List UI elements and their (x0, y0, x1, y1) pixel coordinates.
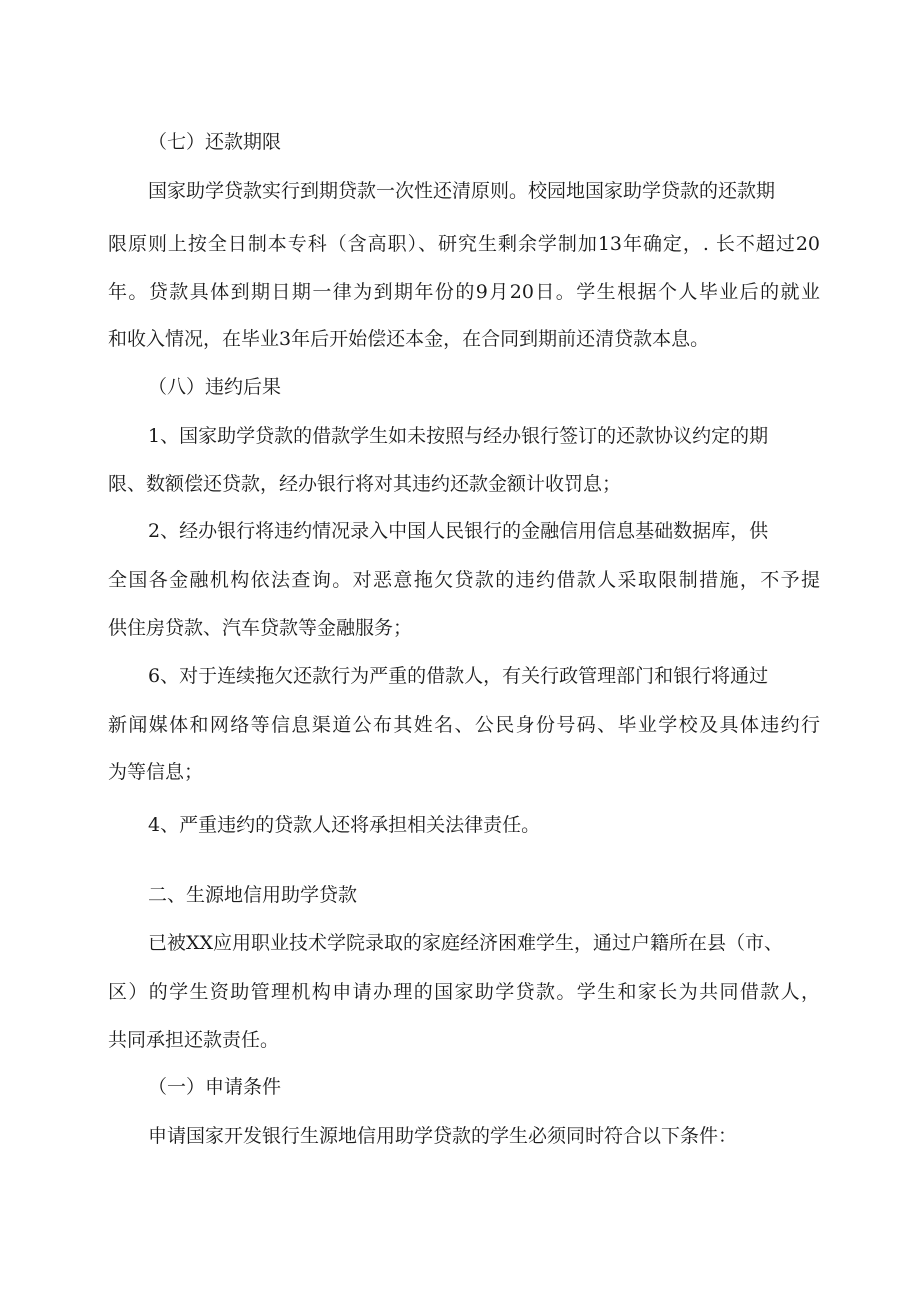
paragraph-line: 年。贷款具体到期日期一律为到期年份的9月20日。学生根据个人毕业后的就业 (108, 281, 820, 303)
paragraph-line: 申请国家开发银行生源地信用助学贷款的学生必须同时符合以下条件： (148, 1125, 738, 1147)
paragraph-line: 新闻媒体和网络等信息渠道公布其姓名、公民身份号码、毕业学校及具体违约行 (108, 714, 820, 736)
paragraph-line: 供住房贷款、汽车贷款等金融服务； (108, 617, 413, 639)
paragraph-line: 4、严重违约的贷款人还将承担相关法律责任。 (148, 814, 541, 836)
section-heading-student-origin-loan: 二、生源地信用助学贷款 (148, 884, 358, 906)
section-heading-application-conditions: （一）申请条件 (148, 1076, 282, 1098)
paragraph-line: 6、对于连续拖欠还款行为严重的借款人，有关行政管理部门和银行将通过 (148, 665, 769, 687)
paragraph-line: 全国各金融机构依法查询。对恶意拖欠贷款的违约借款人采取限制措施，不予提 (108, 569, 820, 591)
paragraph-line: 2、经办银行将违约情况录入中国人民银行的金融信用信息基础数据库，供 (148, 520, 769, 542)
section-heading-repayment-term: （七）还款期限 (148, 131, 282, 153)
paragraph-line: 为等信息； (108, 761, 204, 783)
paragraph-line: 共同承担还款责任。 (108, 1029, 280, 1051)
paragraph-line: 和收入情况，在毕业3年后开始偿还本金，在合同到期前还清贷款本息。 (108, 328, 710, 350)
paragraph-line: 限原则上按全日制本专科（含高职）、研究生剩余学制加13年确定，. 长不超过20 (108, 233, 820, 255)
paragraph-line: 1、国家助学贷款的借款学生如未按照与经办银行签订的还款协议约定的期 (148, 425, 769, 447)
paragraph-line: 国家助学贷款实行到期贷款一次性还清原则。校园地国家助学贷款的还款期 (148, 180, 776, 202)
paragraph-line: 已被XX应用职业技术学院录取的家庭经济困难学生，通过户籍所在县（市、 (148, 932, 784, 954)
paragraph-line: 区）的学生资助管理机构申请办理的国家助学贷款。学生和家长为共同借款人， (108, 981, 820, 1003)
section-heading-default-consequences: （八）违约后果 (148, 376, 282, 398)
paragraph-line: 限、数额偿还贷款，经办银行将对其违约还款金额计收罚息； (108, 473, 622, 495)
